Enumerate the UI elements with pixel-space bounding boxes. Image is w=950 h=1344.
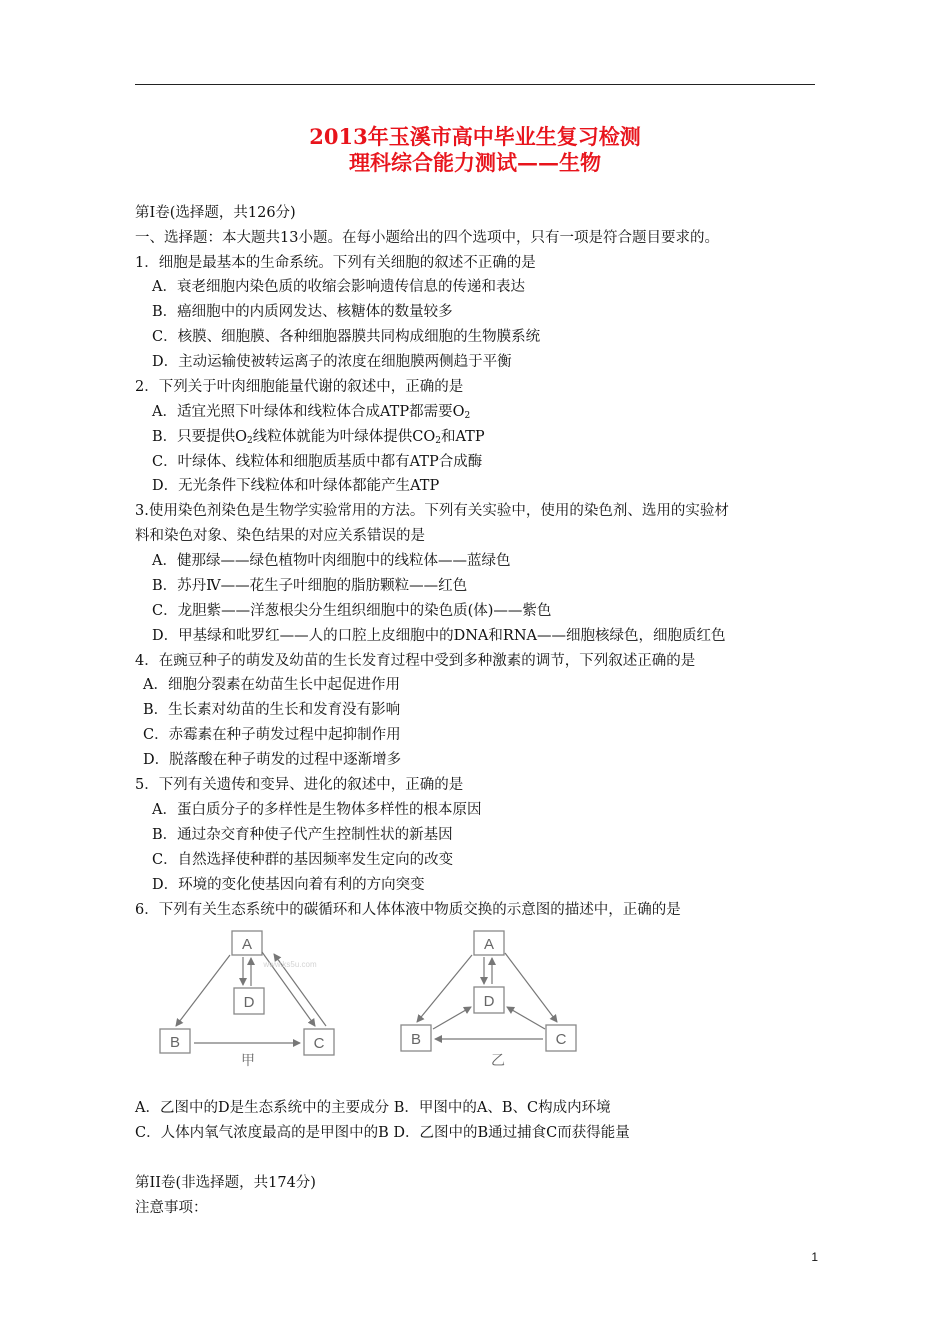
question-1-option-c: C．核膜、细胞膜、各种细胞器膜共同构成细胞的生物膜系统 [152,329,541,345]
question-3-option-b: B．苏丹Ⅳ——花生子叶细胞的脂肪颗粒——红色 [152,578,468,594]
question-1-stem: 1．细胞是最基本的生命系统。下列有关细胞的叙述不正确的是 [135,255,536,271]
question-1-option-d: D．主动运输使被转运离子的浓度在细胞膜两侧趋于平衡 [152,354,512,370]
diagram-jia [150,925,350,1075]
question-5-option-b: B．通过杂交育种使子代产生控制性状的新基因 [152,827,453,843]
title-line-1: 2013年玉溪市高中毕业生复习检测 [309,124,641,149]
question-4-option-b: B．生长素对幼苗的生长和发育没有影响 [143,702,401,718]
question-4-option-c: C．赤霉素在种子萌发过程中起抑制作用 [143,727,401,743]
question-2-option-a: A．适宜光照下叶绿体和线粒体合成ATP都需要$O_2$ [152,404,471,421]
question-2-option-d: D．无光条件下线粒体和叶绿体都能产生ATP [152,478,440,494]
part1-instruction: 一、选择题：本大题共13小题。在每小题给出的四个选项中，只有一项是符合题目要求的。 [135,230,719,246]
question-2-option-b: B．只要提供$O_2$线粒体就能为叶绿体提供$CO_2$和ATP [152,429,485,446]
question-4-option-a: A．细胞分裂素在幼苗生长中起促进作用 [143,677,400,693]
yi-arrow-a-to-c [505,953,557,1022]
question-2-stem: 2．下列关于叶肉细胞能量代谢的叙述中，正确的是 [135,379,464,395]
question-5-option-d: D．环境的变化使基因向着有利的方向突变 [152,877,425,893]
yi-label-b: B [410,1031,422,1048]
title-line-2: 理科综合能力测试——生物 [349,150,601,175]
question-6-options-line-1: A．乙图中的D是生态系统中的主要成分 B．甲图中的A、B、C构成内环境 [135,1100,611,1116]
yi-arrow-a-to-b [417,955,472,1022]
yi-caption: 乙 [491,1053,505,1069]
question-6-options-line-2: C．人体内氧气浓度最高的是甲图中的B D．乙图中的B通过捕食C而获得能量 [135,1125,630,1141]
part2-notes-label: 注意事项： [135,1200,208,1216]
question-3-stem-line-2: 料和染色对象、染色结果的对应关系错误的是 [135,528,425,544]
jia-label-d: D [243,994,255,1011]
question-5-stem: 5．下列有关遗传和变异、进化的叙述中，正确的是 [135,777,464,793]
question-3-stem-line-1: 3.使用染色剂染色是生物学实验常用的方法。下列有关实验中，使用的染色剂、选用的实验材 [135,503,729,519]
question-4-option-d: D．脱落酸在种子萌发的过程中逐渐增多 [143,752,402,768]
question-4-stem: 4．在豌豆种子的萌发及幼苗的生长发育过程中受到多种激素的调节，下列叙述正确的是 [135,653,696,669]
jia-label-b: B [169,1034,181,1051]
yi-arrow-c-to-d [507,1007,545,1029]
yi-label-a: A [483,936,495,953]
question-1-option-a: A．衰老细胞内染色质的收缩会影响遗传信息的传递和表达 [152,279,525,295]
yi-label-c: C [555,1031,567,1048]
question-5-option-a: A．蛋白质分子的多样性是生物体多样性的根本原因 [152,802,482,818]
yi-arrow-b-to-d [433,1007,471,1029]
part2-heading: 第II卷(非选择题，共174分) [135,1175,316,1191]
jia-label-a: A [241,936,253,953]
question-6-stem: 6．下列有关生态系统中的碳循环和人体体液中物质交换的示意图的描述中，正确的是 [135,902,681,918]
question-5-option-c: C．自然选择使种群的基因频率发生定向的改变 [152,852,454,868]
question-2-option-c: C．叶绿体、线粒体和细胞质基质中都有ATP合成酶 [152,454,483,470]
question-3-option-d: D．甲基绿和吡罗红——人的口腔上皮细胞中的DNA和RNA——细胞核绿色，细胞质红色 [152,628,726,644]
header-rule [135,84,815,85]
jia-caption: 甲 [241,1053,255,1069]
page-number: 1 [811,1250,818,1264]
diagram-yi [395,925,595,1075]
yi-label-d: D [483,993,495,1010]
question-1-option-b: B．癌细胞中的内质网发达、核糖体的数量较多 [152,304,453,320]
question-3-option-c: C．龙胆紫——洋葱根尖分生组织细胞中的染色质(体)——紫色 [152,603,552,619]
question-3-option-a: A．健那绿——绿色植物叶肉细胞中的线粒体——蓝绿色 [152,553,511,569]
watermark-text: www.ks5u.com [263,960,317,969]
part1-heading: 第Ⅰ卷(选择题，共126分) [135,205,296,221]
jia-label-c: C [313,1035,325,1052]
jia-arrow-a-to-b [176,955,230,1026]
